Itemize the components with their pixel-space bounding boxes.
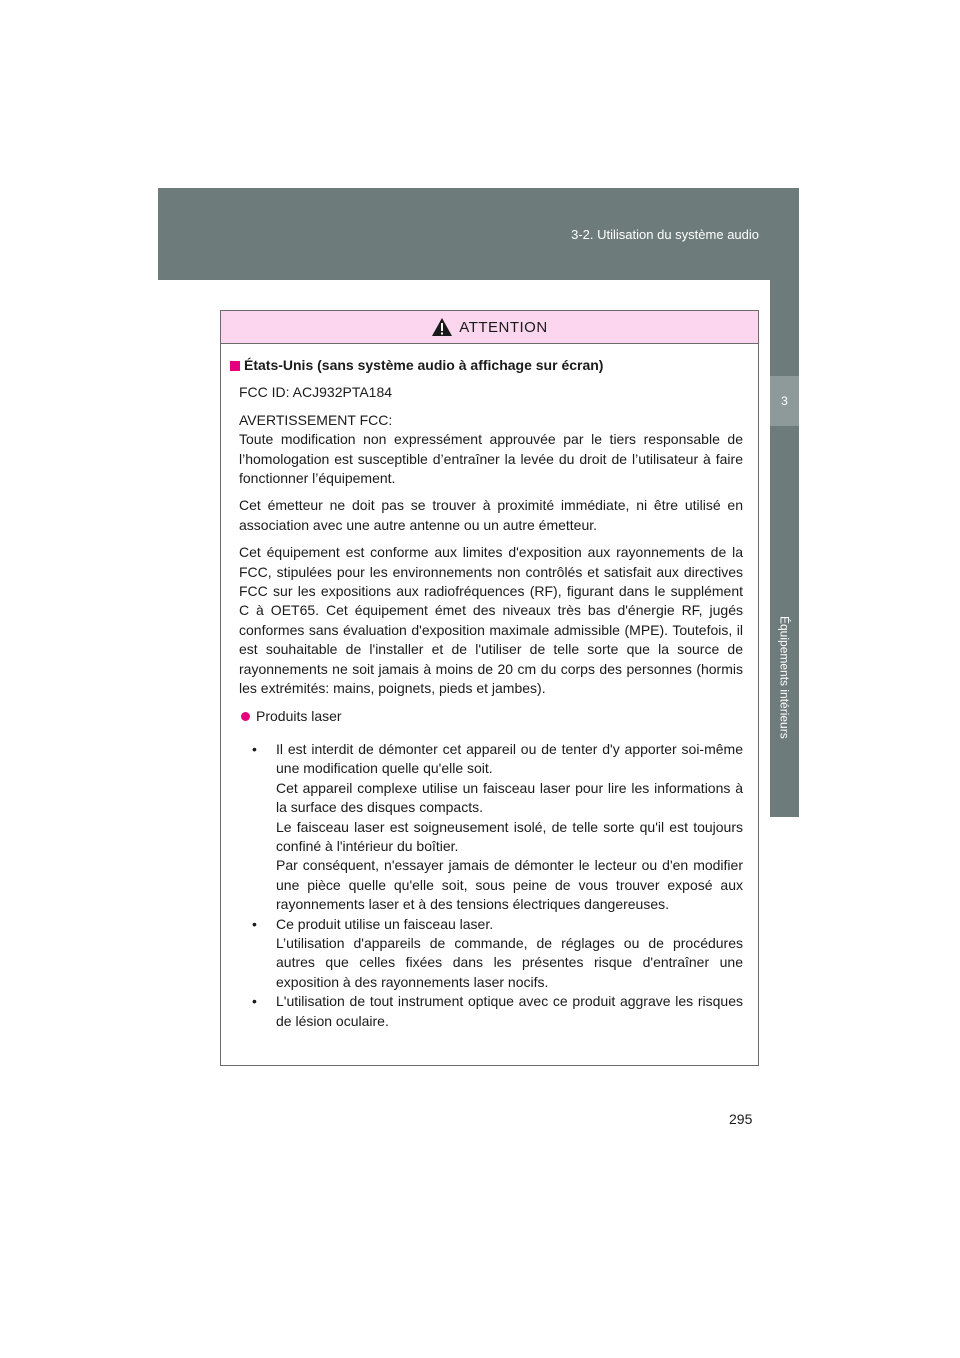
laser-heading-text: Produits laser (256, 707, 342, 724)
list-item-line: Cet appareil complexe utilise un faisceau laser pour lire les informations à la surface des disques compacts. (276, 779, 743, 816)
list-item-line: Le faisceau laser est soigneusement isolé, de telle sorte qu'il est toujours confiné à l'intérieur du boîtier. (276, 818, 743, 854)
laser-heading (241, 707, 743, 726)
fcc-warning (239, 411, 743, 489)
exposure-paragraph: Cet équipement est conforme aux limites d'exposition aux rayonnements de la FCC, stipulées pour les environnements non contrôlés et satisfait aux directives FCC sur les expositions aux radiofréquences (RF), figurant dans le supplément C à OET65. Cet équipement émet des niveaux très bas d'énergie RF, jugés conformes sans évaluation d'exposition maximale admissible (MPE). Toutefois, il est souhaitable de l'installer et de l'utiliser de telle sorte que la source de rayonnements ne soit jamais à moins de 20 cm du corps des personnes (hormis les extrémités: mains, poignets, pieds et jambes). (239, 544, 743, 697)
list-item-line: L’utilisation d'appareils de commande, de réglages ou de procédures autres que celles fixées dans les présentes risque d'entraîner une exposition à des rayonnements laser nocifs. (276, 934, 743, 990)
chapter-number: 3 (770, 376, 799, 426)
warning-box (220, 310, 759, 1066)
list-item (252, 992, 743, 1031)
page-number: 295 (729, 1111, 753, 1127)
chapter-title: Équipements intérieurs (777, 616, 792, 739)
section-heading-text: États-Unis (sans système audio à affichage sur écran) (244, 357, 604, 373)
section-heading (230, 356, 743, 375)
warning-body (221, 344, 758, 1031)
bullet-dot: • (252, 993, 257, 1010)
square-bullet-icon (230, 361, 240, 371)
bullet-dot: • (252, 740, 257, 757)
section-title: 3-2. Utilisation du système audio (571, 227, 759, 242)
laser-items (252, 740, 743, 1031)
emitter-paragraph: Cet émetteur ne doit pas se trouver à proximité immédiate, ni être utilisé en association avec une autre antenne ou un autre émetteur. (239, 497, 743, 533)
list-item (252, 740, 743, 915)
fcc-warning-text: Toute modification non expressément approuvée par le tiers responsable de l’homologation est susceptible d’entraîner la levée du droit de l’utilisateur à faire fonctionner l’équipement. (239, 431, 743, 487)
list-item-line: L'utilisation de tout instrument optique avec ce produit aggrave les risques de lésion oculaire. (276, 993, 743, 1029)
fcc-id: FCC ID: ACJ932PTA184 (239, 384, 393, 401)
warning-triangle-icon (431, 317, 453, 337)
list-item-line: Il est interdit de démonter cet appareil ou de tenter d'y apporter soi-même une modification quelle qu'elle soit. (276, 740, 743, 777)
list-item-line: Ce produit utilise un faisceau laser. (276, 915, 494, 932)
bullet-dot: • (252, 915, 257, 932)
fcc-warning-label: AVERTISSEMENT FCC: (239, 411, 393, 428)
circle-bullet-icon (241, 712, 250, 721)
list-item (252, 915, 743, 993)
header-band (158, 188, 799, 280)
warning-header (221, 311, 758, 344)
warning-title: ATTENTION (459, 318, 548, 336)
chapter-side-tab (770, 280, 799, 817)
list-item-line: Par conséquent, n'essayer jamais de démonter le lecteur ou d'en modifier une pièce quelle qu'elle soit, sous peine de vous trouver exposé aux rayonnements laser et à des tensions électriques dangereuses. (276, 857, 743, 913)
